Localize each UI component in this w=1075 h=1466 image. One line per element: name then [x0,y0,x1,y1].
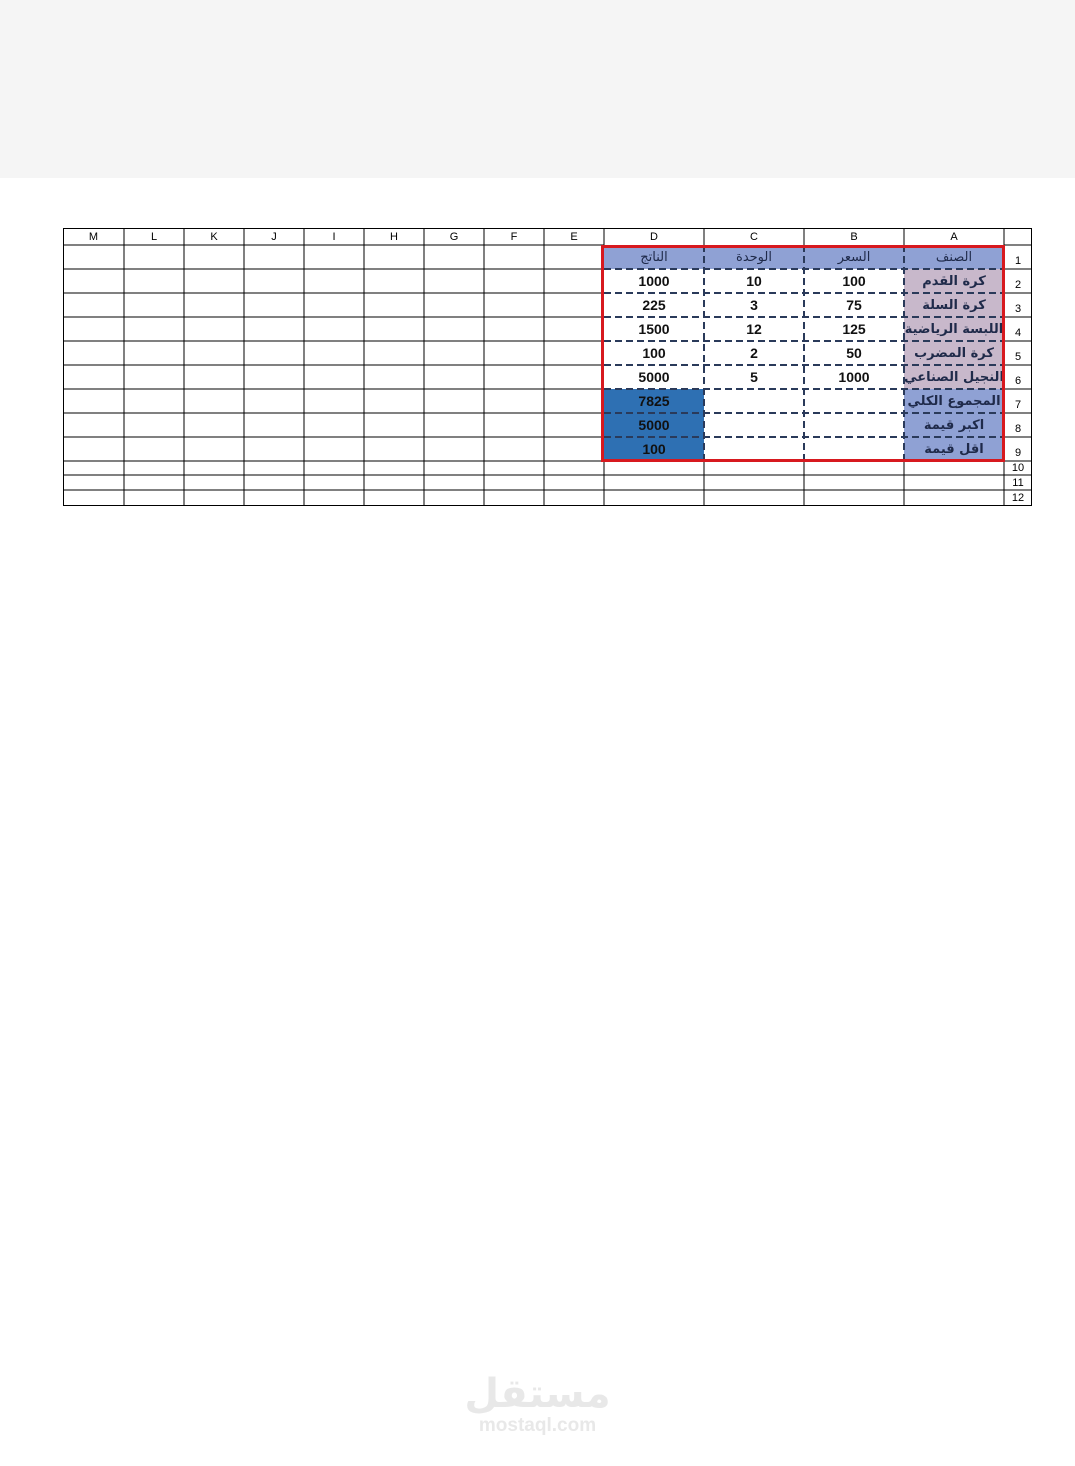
column-header-c[interactable]: C [750,230,758,243]
cell-price[interactable]: 50 [846,345,862,361]
row-number-2[interactable]: 2 [1014,278,1022,291]
table-header-result[interactable]: الناتج [640,249,668,265]
summary-label[interactable]: المجموع الكلي [907,393,1001,409]
row-number-6[interactable]: 6 [1014,374,1022,387]
table-header-price[interactable]: السعر [837,249,871,265]
column-header-i[interactable]: I [332,230,336,243]
cell-result[interactable]: 5000 [638,369,670,385]
row-number-7[interactable]: 7 [1014,398,1022,411]
watermark-arabic: مستقل [464,1371,611,1417]
cell-item[interactable]: النجيل الصناعي [904,369,1004,385]
column-header-a[interactable]: A [950,230,958,243]
watermark [0,1372,1075,1436]
table-header-unit[interactable]: الوحدة [736,249,772,265]
column-header-l[interactable]: L [150,230,158,243]
row-number-10[interactable]: 10 [1011,462,1025,474]
row-number-1[interactable]: 1 [1014,254,1022,267]
watermark-latin: mostaql.com [478,1415,597,1436]
row-number-8[interactable]: 8 [1014,422,1022,435]
page-top-band [0,0,1075,178]
cell-result[interactable]: 225 [642,297,666,313]
column-header-k[interactable]: K [210,230,218,243]
cell-price[interactable]: 125 [842,321,866,337]
row-number-12[interactable]: 12 [1011,492,1025,504]
column-header-h[interactable]: H [390,230,398,243]
cell-price[interactable]: 100 [842,273,866,289]
column-header-g[interactable]: G [449,230,459,243]
cell-item[interactable]: كرة المضرب [914,345,994,361]
cell-price[interactable]: 75 [846,297,862,313]
column-header-j[interactable]: J [271,230,277,243]
summary-label[interactable]: اكبر قيمة [923,417,985,433]
column-header-d[interactable]: D [650,230,658,243]
cell-unit[interactable]: 3 [750,297,758,313]
row-number-3[interactable]: 3 [1014,302,1022,315]
cell-item[interactable]: كرة السلة [922,297,986,313]
row-number-11[interactable]: 11 [1012,476,1024,489]
row-number-9[interactable]: 9 [1014,446,1022,459]
cell-item[interactable]: كرة القدم [922,273,986,289]
row-number-5[interactable]: 5 [1014,350,1022,363]
summary-value[interactable]: 100 [642,441,666,457]
column-header-b[interactable]: B [850,230,858,243]
row-number-4[interactable]: 4 [1014,326,1022,339]
summary-label[interactable]: اقل قيمة [924,441,984,457]
cell-unit[interactable]: 2 [750,345,758,361]
cell-unit[interactable]: 5 [750,369,758,385]
cell-unit[interactable]: 10 [746,273,762,289]
summary-value[interactable]: 5000 [638,417,670,433]
column-header-f[interactable]: F [510,230,518,243]
cell-result[interactable]: 1000 [638,273,670,289]
cell-item[interactable]: اللبسة الرياضية [904,321,1004,337]
summary-value[interactable]: 7825 [638,393,670,409]
spreadsheet [63,228,1032,506]
cell-unit[interactable]: 12 [746,321,762,337]
cell-result[interactable]: 1500 [638,321,670,337]
column-header-m[interactable]: M [88,230,99,243]
cell-result[interactable]: 100 [642,345,666,361]
cell-price[interactable]: 1000 [838,369,870,385]
column-header-e[interactable]: E [570,230,578,243]
table-header-item[interactable]: الصنف [935,249,973,265]
